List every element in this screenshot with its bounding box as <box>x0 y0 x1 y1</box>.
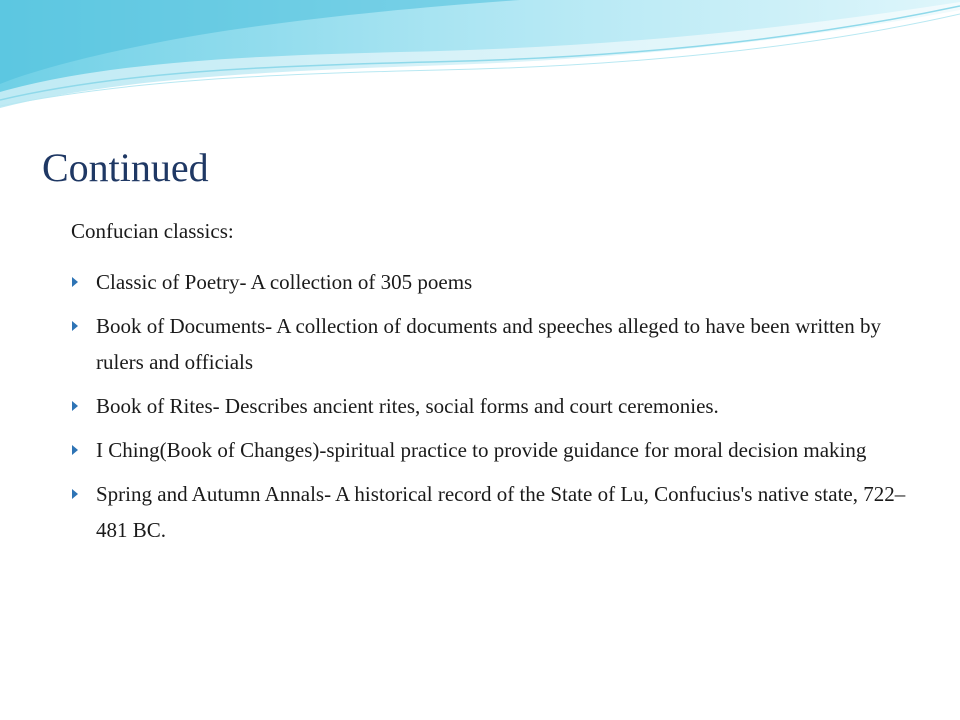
triangle-bullet-icon <box>72 321 78 331</box>
triangle-bullet-icon <box>72 445 78 455</box>
triangle-bullet-icon <box>72 401 78 411</box>
triangle-bullet-icon <box>72 489 78 499</box>
list-item-text: I Ching(Book of Changes)-spiritual practice to provide guidance for moral decision making <box>96 438 867 462</box>
triangle-bullet-icon <box>72 277 78 287</box>
list-item <box>71 388 921 424</box>
list-item-text: Book of Rites- Describes ancient rites, social forms and court ceremonies. <box>96 394 719 418</box>
slide-title: Continued <box>42 145 209 190</box>
list-item <box>71 308 921 380</box>
header-wave-decoration <box>0 0 960 120</box>
list-item <box>71 432 921 468</box>
intro-text: Confucian classics: <box>71 219 234 243</box>
list-item-text: Classic of Poetry- A collection of 305 poems <box>96 270 473 294</box>
list-item-text: Spring and Autumn Annals- A historical record of the State of Lu, Confucius's native state, 722–481 BC. <box>96 482 906 542</box>
bullet-list <box>71 264 921 548</box>
list-item-text: Book of Documents- A collection of documents and speeches alleged to have been written by rulers and officials <box>96 314 881 374</box>
list-item <box>71 264 921 300</box>
list-item <box>71 476 921 548</box>
slide-body <box>71 214 921 556</box>
